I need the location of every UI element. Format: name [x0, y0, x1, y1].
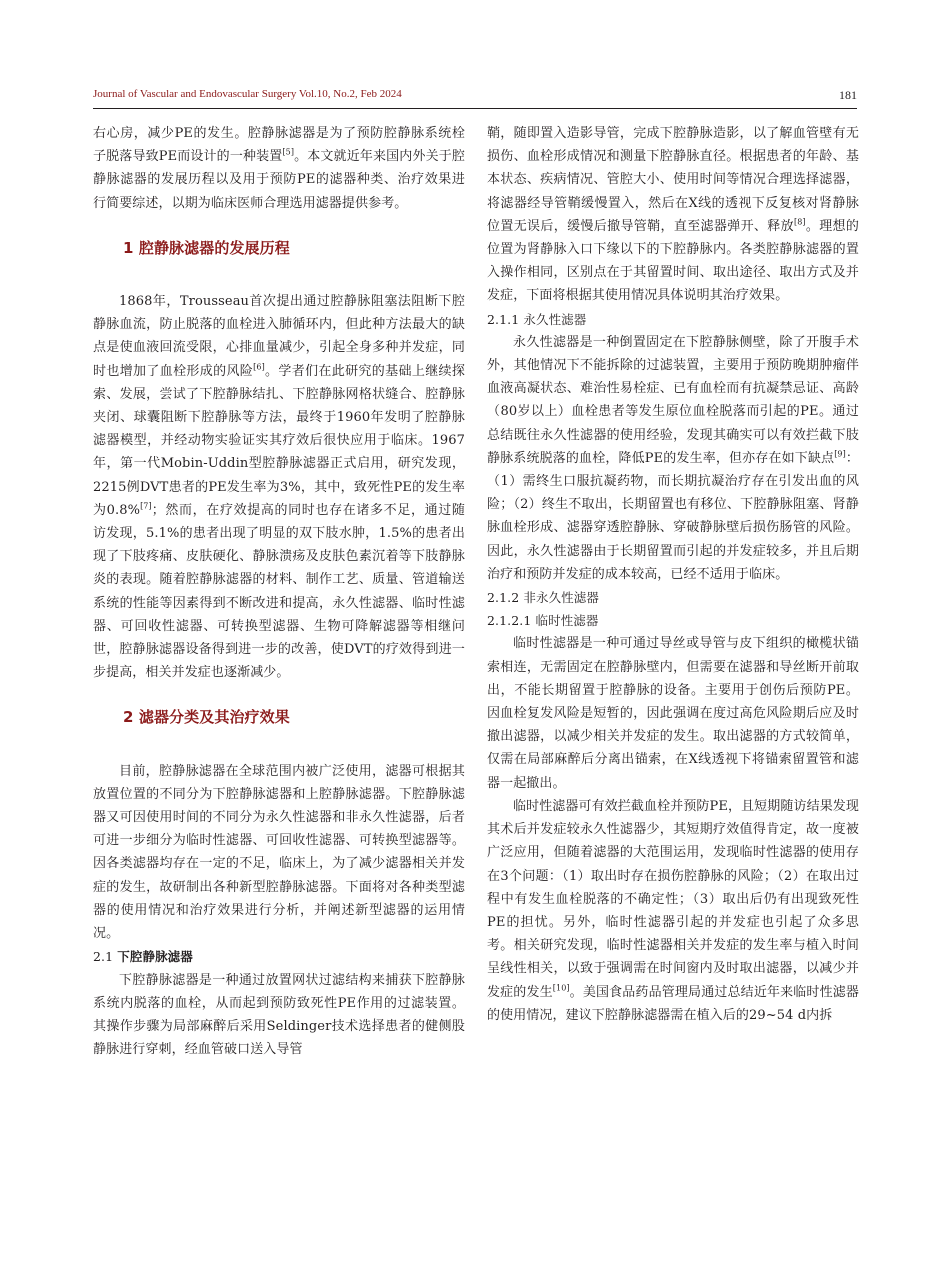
citation: [6] — [253, 362, 265, 372]
subsection-heading-2-1-2-1: 2.1.2.1 临时性滤器 — [487, 613, 599, 629]
temporary-filter-issues-paragraph — [487, 795, 859, 1027]
subsection-heading-2-1 — [93, 945, 465, 968]
section-heading-2: 2 滤器分类及其治疗效果 — [123, 708, 290, 727]
procedure-text-tail: 。理想的位置为肾静脉入口下缘以下的下腔静脉内。各类腔静脉滤器的置入操作相同，区别点在于其留置时间、取出途径、取出方式及并发症，下面将根据其使用情况具体说明其治疗效果。 — [487, 218, 859, 304]
classification-paragraph: 目前，腔静脉滤器在全球范围内被广泛使用，滤器可根据其放置位置的不同分为下腔静脉滤器和上腔静脉滤器。下腔静脉滤器又可因使用时间的不同分为永久性滤器和非永久性滤器，后者可进一步细分为临时性滤器、可回收性滤器、可转换型滤器等。因各类滤器均存在一定的不足，临床上，为了减少滤器相关并发症的发生，故研制出各种新型腔静脉滤器。下面将对各种类型滤器的使用情况和治疗效果进行分析，并阐述新型滤器的运用情况。 — [93, 763, 465, 942]
citation: [10] — [552, 983, 570, 993]
permanent-text-b: ：（1）需终生口服抗凝药物，而长期抗凝治疗存在引发出血的风险；（2）终生不取出，长期留置也有移位、下腔静脉阻塞、肾静脉血栓形成、滤器穿透腔静脉、穿破静脉壁后损伤肠管的风险。因此，永久性滤器由于长期留置而引起的并发症较多，并且后期治疗和预防并发症的成本较高，已经不适用于临床。 — [487, 450, 859, 582]
right-column — [487, 122, 859, 1027]
issues-text-a: 临时性滤器可有效拦截血栓并预防PE，且短期随访结果发现其术后并发症较永久性滤器少，其短期疗效值得肯定，故一度被广泛应用，但随着滤器的大范围运用，发现临时性滤器的使用存在3个问题：（1）取出时存在损伤腔静脉的风险；（2）在取出过程中有发生血栓脱落的不确定性；（3）取出后仍有出现致死性PE的担忧。另外，临时性滤器引起的并发症也引起了众多思考。相关研究发现，临时性滤器相关并发症的发生率与植入时间呈线性相关，以致于强调需在时间窗内及时取出滤器，以减少并发症的发生 — [487, 798, 859, 1000]
subsection-number: 2.1 — [93, 949, 118, 965]
page-number: 181 — [839, 88, 857, 102]
intro-text: 右心房，减少PE的发生。腔静脉滤器是为了预防腔静脉系统栓子脱落导致PE而设计的一种装置 — [93, 126, 465, 165]
header-rule — [93, 108, 857, 109]
issues-text-b: 。美国食品药品管理局通过总结近年来临时性滤器的使用情况，建议下腔静脉滤器需在植入后的29~54 d内拆 — [487, 984, 859, 1023]
temporary-filter-paragraph: 临时性滤器是一种可通过导丝或导管与皮下组织的橄榄状锚索相连，无需固定在腔静脉壁内，但需要在滤器和导丝断开前取出，不能长期留置于腔静脉的设备。主要用于创伤后预防PE。因血栓复发风险是短暂的，因此强调在度过高危风险期后应及时撤出滤器，以减少相关并发症的发生。取出滤器的方式较简单，仅需在局部麻醉后分离出锚索，在X线透视下将锚索留置管和滤器一起撤出。 — [487, 636, 859, 791]
permanent-text-a: 永久性滤器是一种倒置固定在下腔静脉侧壁，除了开腹手术外，其他情况下不能拆除的过滤装置，主要用于预防晚期肿瘤伴血液高凝状态、难治性易栓症、已有血栓而有抗凝禁忌证、高龄（80岁以上）血栓患者等发生原位血栓脱落而引起的PE。通过总结既往永久性滤器的使用经验，发现其确实可以有效拦截下肢静脉系统脱落的血栓，降低PE的发生率，但亦存在如下缺点 — [487, 334, 859, 466]
citation: [8] — [793, 217, 806, 227]
history-text-c: ；然而，在疗效提高的同时也存在诸多不足，通过随访发现，5.1%的患者出现了明显的双下肢水肿，1.5%的患者出现了下肢疼痛、皮肤硬化、静脉溃疡及皮肤色素沉着等下肢静脉炎的表现。随着腔静脉滤器的材料、制作工艺、质量、管道输送系统的性能等因素得到不断改进和提高，永久性滤器、临时性滤器、可回收性滤器、可转换型滤器、生物可降解滤器等相继问世，腔静脉滤器设备得到进一步的改善，使DVT的疗效得到进一步提高，相关并发症也逐渐减少。 — [93, 502, 465, 681]
journal-name: Journal of Vascular and Endovascular Surgery — [93, 88, 297, 100]
subsection-heading-2-1-2: 2.1.2 非永久性滤器 — [487, 590, 599, 606]
citation: [5] — [282, 147, 295, 157]
citation: [7] — [140, 501, 152, 511]
history-text-b: 。学者们在此研究的基础上继续探索、发展，尝试了下腔静脉结扎、下腔静脉网格状缝合、腔静脉夹闭、球囊阻断下腔静脉等方法，最终于1960年发明了腔静脉滤器模型，并经动物实验证实其疗效后很快应用于临床。1967年，第一代Mobin-Uddin型腔静脉滤器正式启用，研究发现，2215例DVT患者的PE发生率为3%，其中，致死性PE的发生率为0.8% — [93, 363, 465, 518]
ivc-filter-paragraph: 下腔静脉滤器是一种通过放置网状过滤结构来捕获下腔静脉系统内脱落的血栓，从而起到预防致死性PE作用的过滤装置。其操作步骤为局部麻醉后采用Seldinger技术选择患者的健侧股静脉进行穿刺，经血管破口送入导管 — [93, 972, 465, 1058]
intro-text-tail: 。本文就近年来国内外关于腔静脉滤器的发展历程以及用于预防PE的滤器种类、治疗效果进行简要综述，以期为临床医师合理选用滤器提供参考。 — [93, 149, 465, 211]
procedure-text: 鞘，随即置入造影导管，完成下腔静脉造影，以了解血管壁有无损伤、血栓形成情况和测量下腔静脉直径。根据患者的年龄、基本状态、疾病情况、管腔大小、使用时间等情况合理选择滤器，将滤器经导管鞘缓慢置入，然后在X线的透视下反复核对肾静脉位置无误后，缓慢后撤导管鞘，直至滤器弹开、释放 — [487, 126, 859, 234]
permanent-filter-paragraph — [487, 331, 859, 586]
running-header — [93, 88, 402, 100]
left-column — [93, 122, 465, 1061]
procedure-paragraph — [487, 122, 859, 308]
journal-volume: Vol.10, No.2, Feb 2024 — [298, 88, 402, 100]
intro-paragraph — [93, 122, 465, 215]
section-heading-1: 1 腔静脉滤器的发展历程 — [123, 238, 290, 257]
history-paragraph — [93, 290, 465, 684]
subsection-heading-2-1-1: 2.1.1 永久性滤器 — [487, 311, 587, 327]
citation: [9] — [834, 449, 846, 459]
history-text-a: 1868年，Trousseau首次提出通过腔静脉阻塞法阻断下腔静脉血流，防止脱落的血栓进入肺循环内，但此种方法最大的缺点是使血液回流受限，心排血量减少，引起全身多种并发症，同时也增加了血栓形成的风险 — [93, 294, 465, 379]
subsection-title: 下腔静脉滤器 — [117, 949, 193, 965]
